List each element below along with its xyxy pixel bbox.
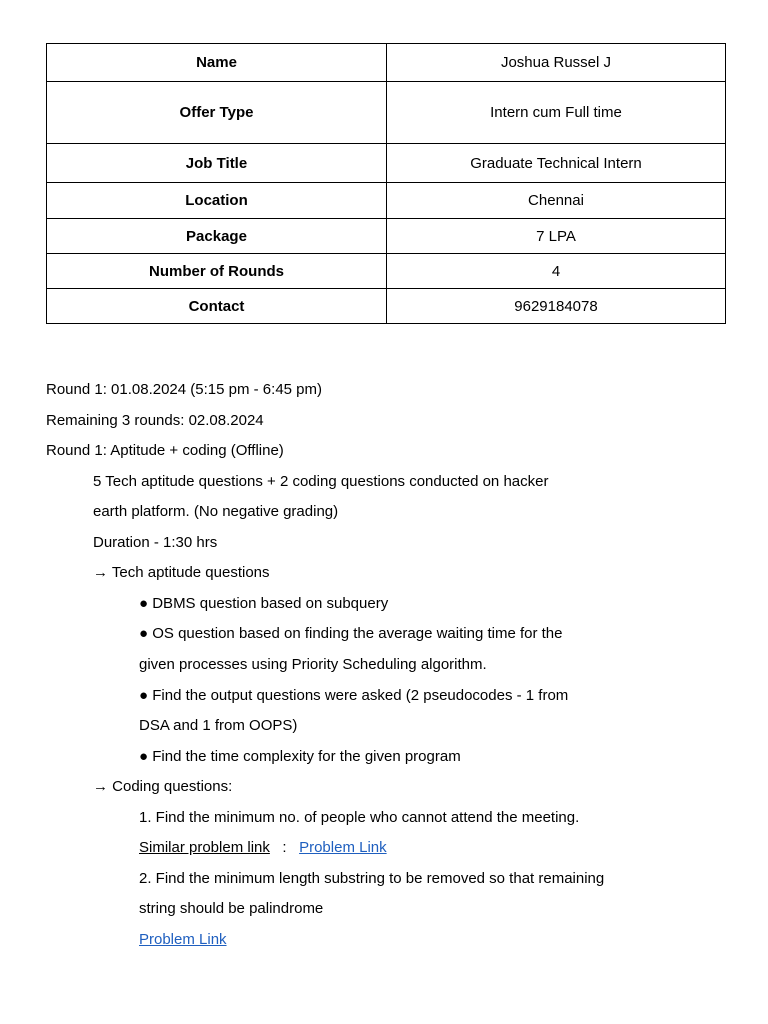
aptitude-item-os-cont: given processes using Priority Scheduling algorithm.: [139, 656, 487, 673]
detail-label: Offer Type: [47, 82, 387, 144]
schedule-remaining: Remaining 3 rounds: 02.08.2024: [46, 412, 264, 429]
aptitude-item-complexity: ● Find the time complexity for the given program: [139, 748, 461, 765]
round1-description: 5 Tech aptitude questions + 2 coding questions conducted on hacker: [93, 473, 549, 490]
separator: :: [282, 839, 287, 856]
table-row: [47, 183, 726, 219]
detail-label: Name: [47, 44, 387, 82]
table-row: [47, 82, 726, 144]
schedule-round1: Round 1: 01.08.2024 (5:15 pm - 6:45 pm): [46, 381, 323, 398]
detail-label: Number of Rounds: [47, 254, 387, 289]
coding-question-2-cont: string should be palindrome: [139, 900, 324, 917]
table-row: [47, 44, 726, 82]
detail-label: Location: [47, 183, 387, 219]
round1-heading: Round 1: Aptitude + coding (Offline): [46, 442, 284, 459]
table-row: [47, 219, 726, 254]
similar-problem-line: [139, 838, 387, 858]
detail-label: Contact: [47, 289, 387, 324]
table-row: [47, 254, 726, 289]
round1-description-cont: earth platform. (No negative grading): [93, 503, 339, 520]
coding-question-2: 2. Find the minimum length substring to be removed so that remaining: [139, 870, 605, 887]
table-row: [47, 289, 726, 324]
table-row: [47, 144, 726, 183]
aptitude-item-output-cont: DSA and 1 from OOPS): [139, 717, 298, 734]
similar-problem-label: Similar problem link: [139, 839, 270, 856]
coding-heading: → Coding questions:: [93, 778, 233, 795]
detail-value: Intern cum Full time: [387, 82, 726, 144]
problem-link-1[interactable]: Problem Link: [299, 839, 387, 856]
aptitude-item-output: ● Find the output questions were asked (2 pseudocodes - 1 from: [139, 687, 569, 704]
detail-label: Package: [47, 219, 387, 254]
offer-details-table: [46, 43, 726, 324]
aptitude-item-dbms: ● DBMS question based on subquery: [139, 595, 389, 612]
coding-question-1: 1. Find the minimum no. of people who cannot attend the meeting.: [139, 809, 580, 826]
detail-value: 7 LPA: [387, 219, 726, 254]
round1-duration: Duration - 1:30 hrs: [93, 534, 218, 551]
detail-value: 4: [387, 254, 726, 289]
aptitude-item-os: ● OS question based on finding the average waiting time for the: [139, 625, 563, 642]
detail-value: Graduate Technical Intern: [387, 144, 726, 183]
detail-value: Joshua Russel J: [387, 44, 726, 82]
detail-label: Job Title: [47, 144, 387, 183]
problem-link-2[interactable]: Problem Link: [139, 931, 227, 948]
detail-value: 9629184078: [387, 289, 726, 324]
problem-link-2-line: [139, 930, 227, 950]
aptitude-heading: → Tech aptitude questions: [93, 564, 270, 581]
detail-value: Chennai: [387, 183, 726, 219]
